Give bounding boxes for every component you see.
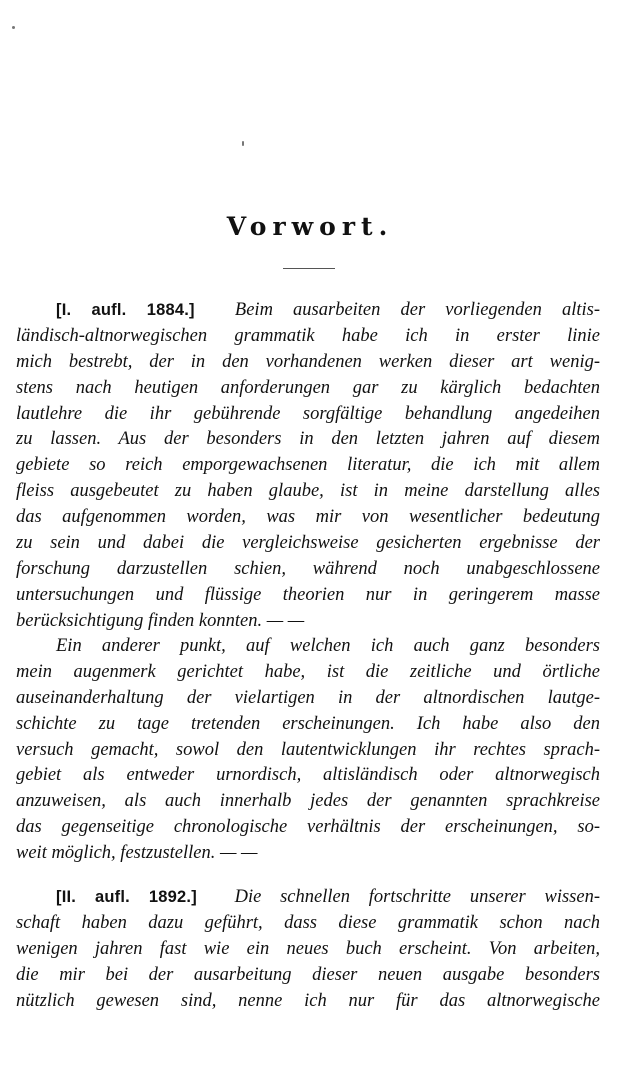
text-line: forschung darzustellen schien, während noch unabgeschlossene <box>16 558 600 579</box>
text-line: zu lassen. Aus der besonders in den letzten jahren auf diesem <box>16 429 600 450</box>
text-line: [II. aufl. 1892.] Die schnellen fortschritte unserer wissen- <box>56 887 600 907</box>
text-line: [I. aufl. 1884.] Beim ausarbeiten der vorliegenden altis- <box>56 300 600 320</box>
text-line: berücksichtigung finden konnten. — — <box>16 610 305 631</box>
text-line: lautlehre die ihr gebührende sorgfältige behandlung angedeihen <box>16 403 600 424</box>
text-line: schaft haben dazu geführt, dass diese grammatik schon nach <box>16 912 600 933</box>
text-line: nützlich gewesen sind, nenne ich nur für das altnorwegische <box>16 990 600 1011</box>
text-line: gebiete so reich emporgewachsenen literatur, die ich mit allem <box>16 455 600 476</box>
text-line: das aufgenommen worden, was mir von wesentlicher bedeutung <box>16 507 600 528</box>
text-line: mich bestrebt, der in den vorhandenen werken dieser art wenig- <box>16 351 600 372</box>
section-label-first-edition: [I. aufl. 1884.] <box>56 301 195 319</box>
text-line: die mir bei der ausarbeitung dieser neuen ausgabe besonders <box>16 964 600 985</box>
title-divider <box>283 268 335 269</box>
paragraph-first-edition-1 <box>16 298 600 635</box>
text-line: fleiss ausgebeutet zu haben glaube, ist in meine darstellung alles <box>16 481 600 502</box>
paragraph-first-edition-2 <box>16 634 600 867</box>
scan-speck <box>12 26 15 29</box>
text-line: untersuchungen und flüssige theorien nur in geringerem masse <box>16 584 600 605</box>
text-line: mein augenmerk gerichtet habe, ist die zeitliche und örtliche <box>16 661 600 682</box>
text-line: schichte zu tage tretenden erscheinungen. Ich habe also den <box>16 713 600 734</box>
scan-speck <box>242 141 244 146</box>
text-line: anzuweisen, als auch innerhalb jedes der genannten sprachkreise <box>16 791 600 812</box>
section-label-second-edition: [II. aufl. 1892.] <box>56 888 197 906</box>
text-line: auseinanderhaltung der vielartigen in der altnordischen lautge- <box>16 687 600 708</box>
text-line: weit möglich, festzustellen. — — <box>16 843 258 864</box>
text-line: das gegenseitige chronologische verhältnis der erscheinungen, so- <box>16 817 600 838</box>
text-line: ländisch-altnorwegischen grammatik habe ich in erster linie <box>16 325 600 346</box>
page-title: Vorwort. <box>226 212 394 241</box>
text-line: Ein anderer punkt, auf welchen ich auch ganz besonders <box>56 636 600 656</box>
text-line: zu sein und dabei die vergleichsweise gesicherten ergebnisse der <box>16 533 600 554</box>
text-line: wenigen jahren fast wie ein neues buch erscheint. Von arbeiten, <box>16 938 600 959</box>
text-line: versuch gemacht, sowol den lautentwicklungen ihr rechtes sprach- <box>16 739 600 760</box>
text-line: gebiet als entweder urnordisch, altisländisch oder altnorwegisch <box>16 765 600 786</box>
text-line: stens nach heutigen anforderungen gar zu kärglich bedachten <box>16 377 600 398</box>
paragraph-second-edition-1 <box>16 885 600 1014</box>
